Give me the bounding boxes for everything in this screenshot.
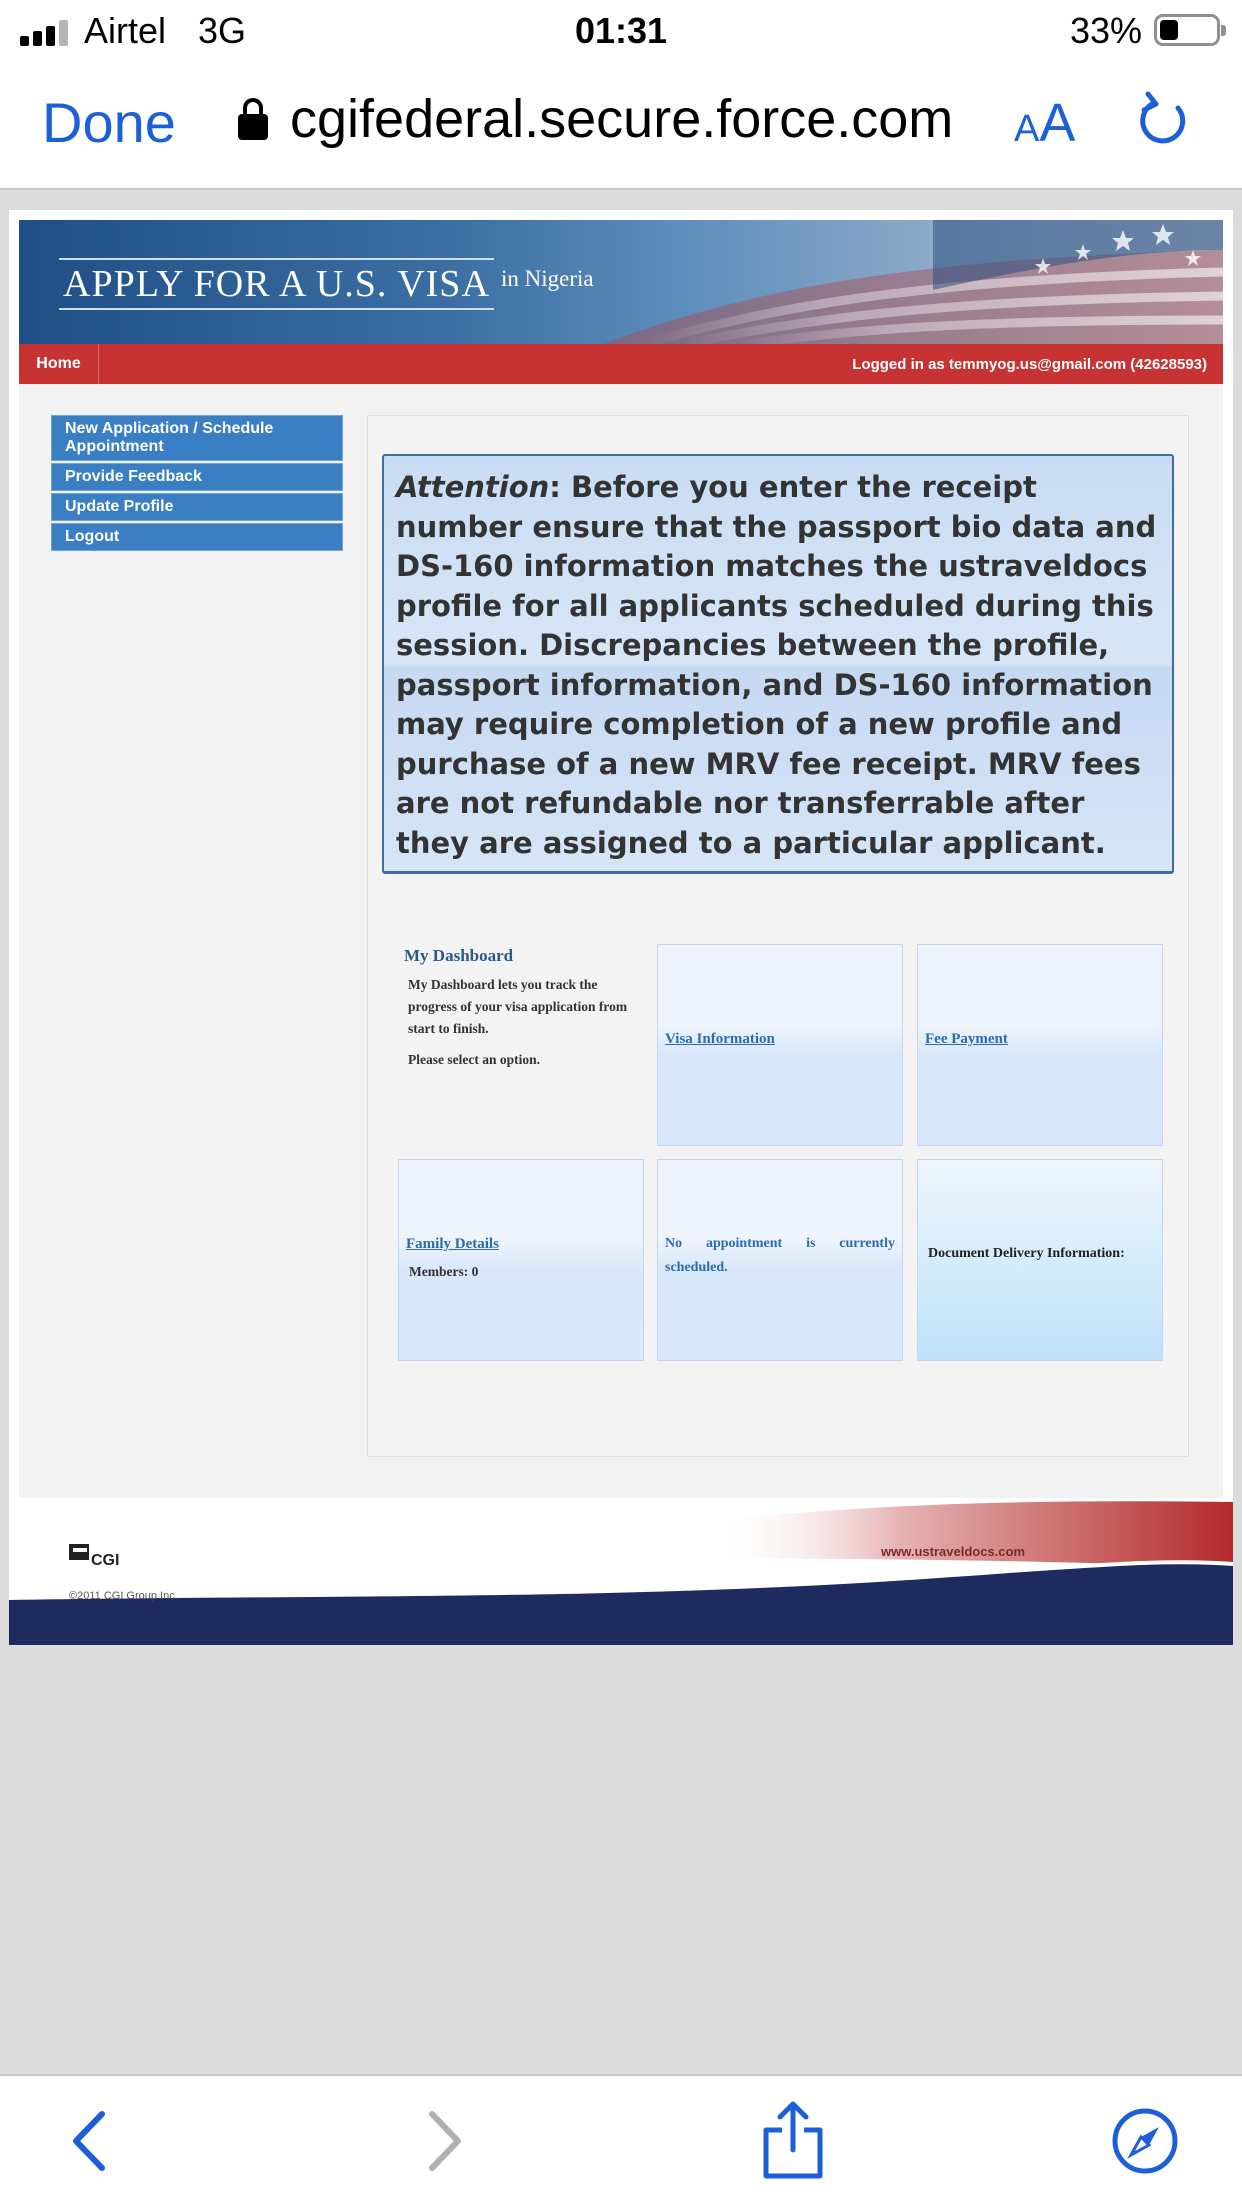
cgi-logo-text: CGI [91,1552,120,1569]
status-bar [0,0,1242,60]
cgi-logo [69,1544,129,1574]
banner-country: in Nigeria [501,266,594,291]
logged-in-user: Logged in as temmyog.us@gmail.com (42628593) [852,356,1207,373]
sidebar-item-logout[interactable]: Logout [51,523,343,551]
battery-level [1160,20,1178,40]
attention-lead: Attention [396,470,550,504]
appointment-tile [657,1159,903,1361]
dashboard-intro [404,946,634,1068]
sidebar-item-update-profile[interactable]: Update Profile [51,493,343,521]
document-delivery-tile [917,1159,1163,1361]
web-page [9,210,1233,1645]
family-members-count: Members: 0 [409,1264,479,1279]
dashboard-title: My Dashboard [404,946,514,965]
home-link[interactable]: Home [19,344,99,384]
status-time: 01:31 [574,10,668,51]
carrier-name: Airtel [84,10,167,51]
site-footer [9,1498,1233,1645]
site-banner [19,220,1223,344]
battery-percentage: 33% [1069,10,1142,51]
fee-payment-link[interactable]: Fee Payment [925,1031,1008,1047]
family-details-tile [398,1159,644,1361]
top-nav-bar [19,344,1223,384]
reader-text-size-button[interactable] [1014,92,1075,154]
attention-body: : Before you enter the receipt number ensure that the passport bio data and DS-160 information matches the ustraveldocs profile for all applicants scheduled during this session. Discrepancies between the profile, passport information, and DS-160 information may require completion of a new profile and purchase of a new MRV fee receipt. MRV fees are not refundable nor transferrable after they are assigned to a particular applicant. [396,470,1157,860]
document-delivery-label: Document Delivery Information: [928,1246,1125,1261]
browser-toolbar [0,2074,1242,2208]
appointment-status: No appointment is currently scheduled. [665,1236,895,1275]
sidebar-item-new-application[interactable]: New Application / Schedule Appointment [51,415,343,461]
dashboard-select-prompt: Please select an option. [408,1052,540,1067]
aa-big-glyph: A [1039,93,1076,153]
banner-title: APPLY FOR A U.S. VISA [59,258,494,310]
footer-wave-graphic [9,1498,1233,1645]
visa-information-link[interactable]: Visa Information [665,1031,775,1047]
sidebar-menu [51,415,343,553]
fee-payment-tile [917,944,1163,1146]
footer-site-url: www.ustraveldocs.com [881,1544,1026,1559]
reload-icon[interactable] [1134,90,1194,150]
share-icon[interactable] [758,2100,828,2180]
aa-small-glyph: A [1014,108,1040,150]
compass-icon[interactable] [1110,2106,1180,2176]
lock-icon [238,98,268,140]
chevron-left-icon[interactable] [56,2106,126,2176]
browser-url-bar [0,60,1242,190]
network-type: 3G [198,10,247,51]
url-address[interactable]: cgifederal.secure.force.com [290,89,954,149]
dashboard-description: My Dashboard lets you track the progress of your visa application from start to finish. [408,977,628,1036]
sidebar-item-provide-feedback[interactable]: Provide Feedback [51,463,343,491]
done-button[interactable]: Done [42,91,176,154]
battery-icon [1154,14,1220,46]
us-flag-image [603,220,1223,344]
visa-site [19,220,1223,1498]
visa-information-tile [657,944,903,1146]
attention-notice [382,454,1174,874]
family-details-link[interactable]: Family Details [406,1236,499,1252]
main-content [367,415,1189,1457]
footer-copyright: ©2011 CGI Group Inc. [69,1590,178,1602]
chevron-right-icon[interactable] [408,2106,478,2176]
